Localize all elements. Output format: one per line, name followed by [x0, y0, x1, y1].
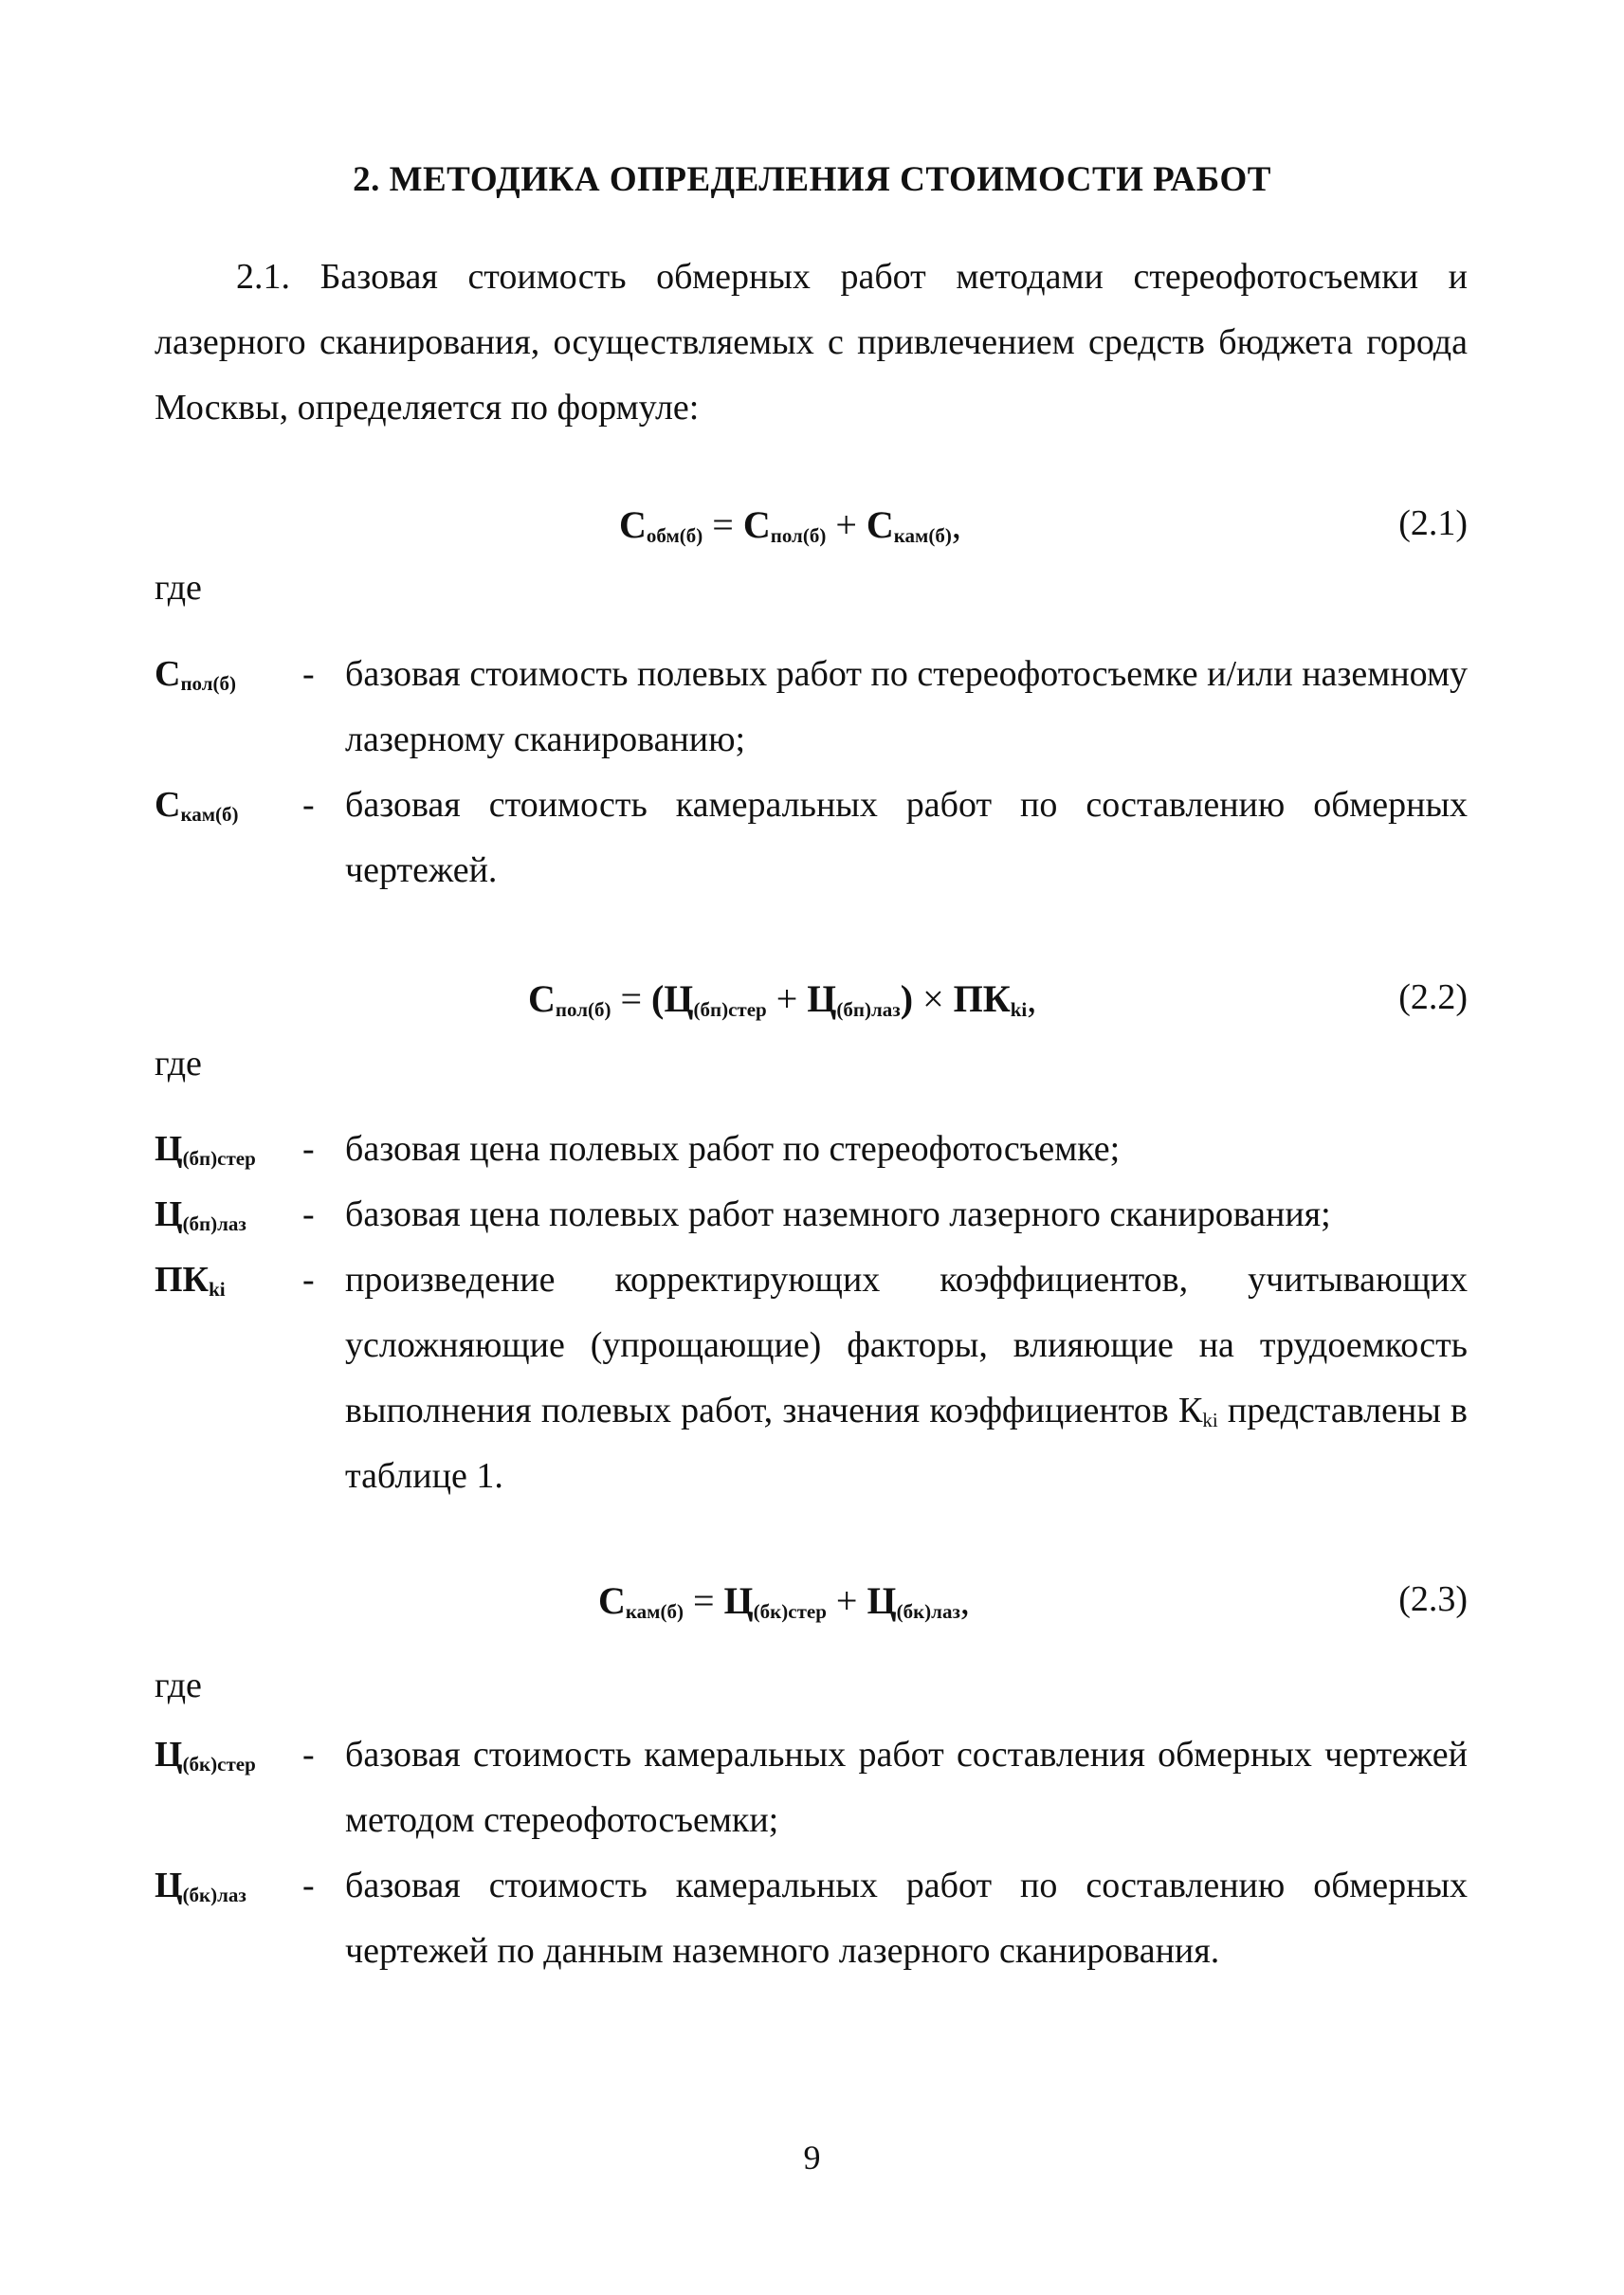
where-label: где	[155, 568, 202, 608]
formula-2-2	[155, 976, 1468, 1033]
definition-text: базовая стоимость камеральных работ по составлению обмерных чертежей.	[345, 785, 1468, 890]
formula-2-1-expression: $С_{обм(б)} = С_{пол(б)} + С_{кам(б)}$,	[619, 503, 961, 547]
definition-symbol: $ПК_{ki}$	[155, 1260, 226, 1301]
formula-2-1	[155, 502, 1468, 559]
intro-paragraph: 2.1. Базовая стоимость обмерных работ методами стереофотосъемки и лазерного сканирования, осуществляемых с привлечением средств бюджета города Москвы, определяется по формуле:	[155, 257, 1468, 428]
section-heading: 2. МЕТОДИКА ОПРЕДЕЛЕНИЯ СТОИМОСТИ РАБОТ	[353, 160, 1271, 199]
where-label: где	[155, 1044, 202, 1084]
page-number: 9	[803, 2139, 821, 2177]
definition-text: базовая стоимость камеральных работ по составлению обмерных чертежей по данным наземного лазерного сканирования.	[345, 1866, 1468, 1971]
formula-2-1-number: (2.1)	[1398, 503, 1468, 543]
definition-symbol: $Ц_{(бк)лаз}$	[155, 1866, 246, 1906]
definition-symbol: $С_{кам(б)}$	[155, 785, 239, 826]
definition-symbol: $Ц_{(бп)лаз}$	[155, 1194, 246, 1235]
where-label: где	[155, 1666, 202, 1705]
definition-text: базовая цена полевых работ по стереофотосъемке;	[345, 1129, 1121, 1169]
document-page: 2. МЕТОДИКА ОПРЕДЕЛЕНИЯ СТОИМОСТИ РАБОТ 2.1. Базовая стоимость обмерных работ методами стереофотосъемки и лазерного сканирования, осуществляемых с привлечением средств бюджета города Москвы, определяется по формуле: $С_{обм(б)} = С_{пол(б)} + С_{кам(б)}$, (2.1) где $С_{пол(б)}$ - базовая стоимость полевых работ по стереофотосъемке и/или наземному лазерному сканированию; $С_{кам(б)}$ - базовая стоимость камеральных работ по составлению обмерных чертежей. $С_{пол(б)} = (Ц_{(бп)стер} + Ц_{(бп)лаз}) \times ПК_{ki}$, (2.2) где $Ц_{(бп)стер}$ - базовая цена полевых работ по стереофотосъемке; $Ц_{(бп)лаз}$ - базовая цена полевых работ наземного лазерного сканирования; $ПК_{ki}$ - произведение корректирующих коэффициентов, учитывающих усложняющие (упрощающие) факторы, влияющие на трудоемкость выполнения полевых работ, значения коэффициентов $К_{ki}$ представлены в таблице 1. $С_{кам(б)} = Ц_{(бк)стер} + Ц_{(бк)лаз}$, (2.3) где $Ц_{(бк)стер}$ - базовая стоимость камеральных работ составления обмерных чертежей методом стереофотосъемки; $Ц_{(бк)лаз}$ - базовая стоимость камеральных работ по составлению обмерных чертежей по данным наземного лазерного сканирования. 9	[0, 0, 1624, 2295]
definition-symbol: $Ц_{(бк)стер}$	[155, 1735, 256, 1776]
definition-text: базовая цена полевых работ наземного лазерного сканирования;	[345, 1194, 1331, 1234]
formula-2-3-number: (2.3)	[1398, 1579, 1468, 1619]
definition-symbol: $С_{пол(б)}$	[155, 654, 237, 695]
definition-text: базовая стоимость камеральных работ составления обмерных чертежей методом стереофотосъемки;	[345, 1735, 1468, 1840]
definition-symbol: $Ц_{(бп)стер}$	[155, 1129, 256, 1170]
definition-text: произведение корректирующих коэффициентов, учитывающих усложняющие (упрощающие) факторы, влияющие на трудоемкость выполнения полевых работ, значения коэффициентов $К_{ki}$ представлены в таблице 1.	[345, 1260, 1468, 1496]
formula-2-2-expression: $С_{пол(б)} = (Ц_{(бп)стер} + Ц_{(бп)лаз}) \times ПК_{ki}$,	[528, 977, 1037, 1021]
formula-2-3	[155, 1578, 1468, 1635]
formula-2-2-number: (2.2)	[1398, 977, 1468, 1017]
formula-2-3-expression: $С_{кам(б)} = Ц_{(бк)стер} + Ц_{(бк)лаз}$,	[598, 1579, 970, 1623]
definition-text: базовая стоимость полевых работ по стереофотосъемке и/или наземному лазерному сканированию;	[345, 654, 1468, 759]
